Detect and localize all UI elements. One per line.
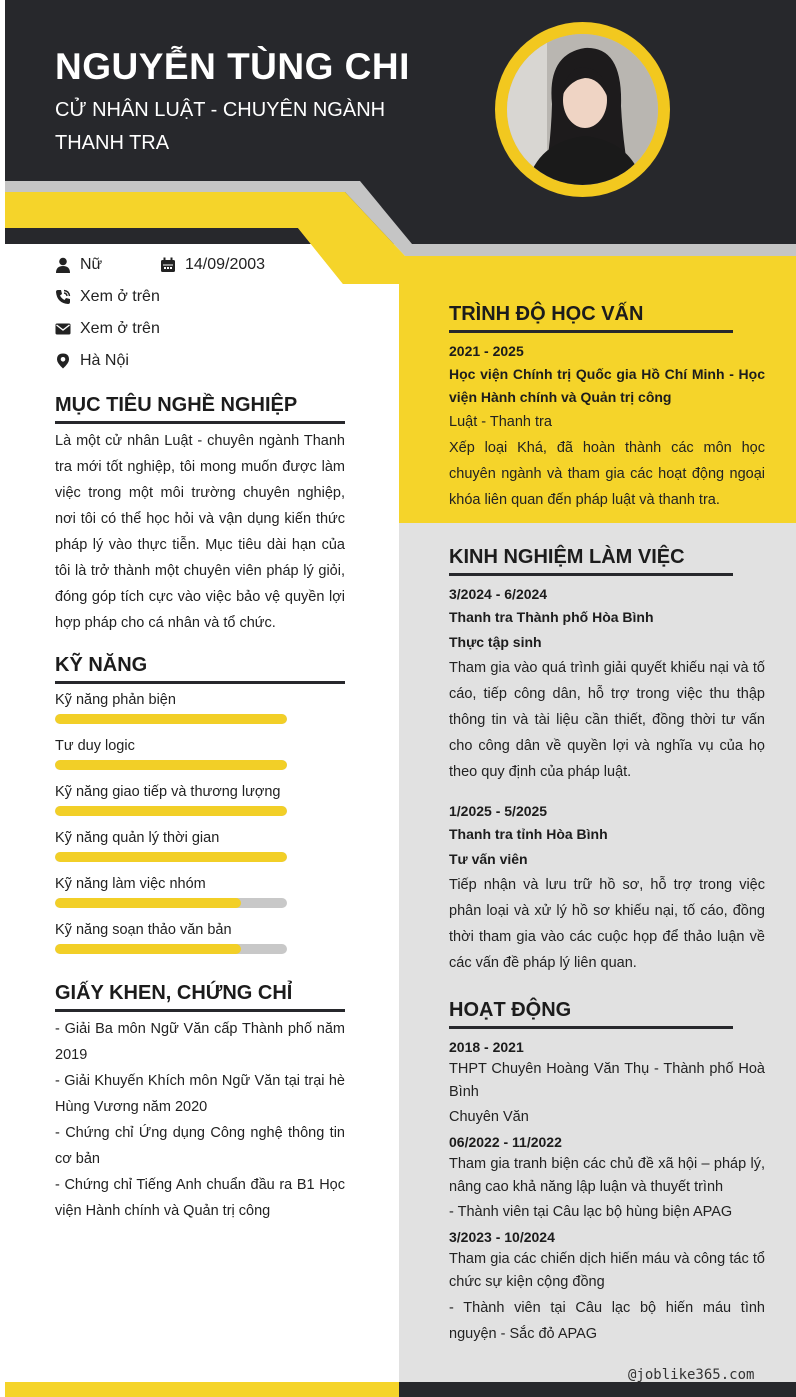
envelope-icon — [55, 321, 71, 337]
contact-birthday — [160, 256, 265, 274]
skill-label: Kỹ năng soạn thảo văn bản — [55, 922, 232, 938]
award-item: - Chứng chỉ Ứng dụng Công nghệ thông tin cơ bản — [55, 1125, 345, 1167]
skill-bar-fill — [55, 714, 287, 724]
email-value: Xem ở trên — [80, 320, 160, 337]
award-item: - Giải Ba môn Ngữ Văn cấp Thành phố năm 2019 — [55, 1021, 345, 1063]
avatar — [507, 34, 658, 185]
education-school: Học viện Chính trị Quốc gia Hồ Chí Minh - Học viện Hành chính và Quản trị công — [449, 366, 765, 405]
awards-list — [55, 1016, 345, 1224]
activity-line: - Thành viên tại Câu lạc bộ hùng biện APAG — [449, 1204, 733, 1220]
phone-icon — [55, 289, 71, 305]
activity-line: - Thành viên tại Câu lạc bộ hiến máu tình nguyện - Sắc đỏ APAG — [449, 1300, 765, 1342]
activity-line: Tham gia tranh biện các chủ đề xã hội – pháp lý, nâng cao khả năng lập luận và thuyết trình — [449, 1156, 765, 1195]
skill-label: Kỹ năng làm việc nhóm — [55, 876, 206, 892]
objective-text: Là một cử nhân Luật - chuyên ngành Thanh tra mới tốt nghiệp, tôi mong muốn được làm việc trong một môi trường chuyên nghiệp, nơi tôi có thể học hỏi và vận dụng kiến thức pháp lý vào thực tiễn. Mục tiêu dài hạn của tôi là trở thành một chuyên viên pháp lý giỏi, đóng góp tích cực vào việc bảo vệ quyền lợi hợp pháp cho cá nhân và tổ chức. — [55, 433, 345, 631]
skill-label: Tư duy logic — [55, 738, 135, 754]
skill-bar-fill — [55, 760, 287, 770]
experience-description: Tham gia vào quá trình giải quyết khiếu nại và tố cáo, tiếp công dân, hỗ trợ trong việc thu thập thông tin và tài liệu cần thiết, đồng thời tư vấn cho công dân về quyền lợi và nghĩa vụ của họ theo quy định của pháp luật. — [449, 660, 765, 780]
education-major: Luật - Thanh tra — [449, 414, 552, 430]
phone-value: Xem ở trên — [80, 288, 160, 305]
skill-bar-fill — [55, 852, 287, 862]
skill-bar — [55, 944, 287, 954]
contact-email — [55, 320, 160, 338]
skill-bar-fill — [55, 944, 241, 954]
skill-bar — [55, 714, 287, 724]
activity-date: 2018 - 2021 — [449, 1039, 524, 1055]
skill-label: Kỹ năng phản biện — [55, 692, 176, 708]
birthday-value: 14/09/2003 — [185, 256, 266, 273]
candidate-title: CỬ NHÂN LUẬT - CHUYÊN NGÀNH THANH TRA — [55, 99, 386, 154]
activity-line: Tham gia các chiến dịch hiến máu và công tác tổ chức sự kiện cộng đồng — [449, 1251, 765, 1290]
skills-heading: KỸ NĂNG — [55, 654, 345, 684]
candidate-name: NGUYỄN TÙNG CHI — [55, 46, 410, 87]
skill-label: Kỹ năng giao tiếp và thương lượng — [55, 784, 281, 800]
skill-bar-fill — [55, 898, 241, 908]
contact-phone — [55, 288, 160, 306]
footer-bar-yellow — [5, 1382, 399, 1397]
activity-line: Chuyên Văn — [449, 1109, 529, 1125]
experience-description: Tiếp nhận và lưu trữ hồ sơ, hỗ trợ trong việc phân loại và xử lý hồ sơ khiếu nại, tố cáo, đồng thời tham gia vào các cuộc họp để thảo luận về các vấn đề pháp lý liên quan. — [449, 877, 765, 971]
skill-bar — [55, 852, 287, 862]
activity-date: 3/2023 - 10/2024 — [449, 1229, 555, 1245]
footer-bar-dark — [399, 1382, 796, 1397]
award-item: - Chứng chỉ Tiếng Anh chuẩn đầu ra B1 Học viện Hành chính và Quản trị công — [55, 1177, 345, 1219]
experience-org: Thanh tra tỉnh Hòa Bình — [449, 826, 608, 842]
awards-heading: GIẤY KHEN, CHỨNG CHỈ — [55, 982, 345, 1012]
gender-value: Nữ — [80, 256, 103, 273]
objective-heading: MỤC TIÊU NGHỀ NGHIỆP — [55, 394, 345, 424]
experience-date: 3/2024 - 6/2024 — [449, 586, 548, 602]
address-value: Hà Nội — [80, 352, 129, 369]
skill-label: Kỹ năng quản lý thời gian — [55, 830, 220, 846]
experience-role: Tư vấn viên — [449, 851, 528, 867]
experience-date: 1/2025 - 5/2025 — [449, 803, 548, 819]
contact-address — [55, 352, 129, 370]
activity-line: THPT Chuyên Hoàng Văn Thụ - Thành phố Hoà Bình — [449, 1061, 765, 1100]
education-description: Xếp loại Khá, đã hoàn thành các môn học chuyên ngành và tham gia các hoạt động ngoại khóa liên quan đến pháp luật và thanh tra. — [449, 440, 765, 508]
activities-heading: HOẠT ĐỘNG — [449, 999, 733, 1029]
person-icon — [55, 257, 71, 273]
skill-bar-fill — [55, 806, 287, 816]
location-pin-icon — [55, 353, 71, 369]
calendar-icon — [160, 257, 176, 273]
contact-gender — [55, 256, 102, 274]
skill-bar — [55, 806, 287, 816]
avatar-photo-icon — [507, 34, 658, 185]
skill-bar — [55, 760, 287, 770]
activity-date: 06/2022 - 11/2022 — [449, 1134, 562, 1150]
experience-heading: KINH NGHIỆM LÀM VIỆC — [449, 546, 733, 576]
watermark: @joblike365.com — [628, 1367, 755, 1383]
experience-role: Thực tập sinh — [449, 634, 542, 650]
experience-org: Thanh tra Thành phố Hòa Bình — [449, 609, 654, 625]
education-date: 2021 - 2025 — [449, 343, 524, 359]
award-item: - Giải Khuyến Khích môn Ngữ Văn tại trại hè Hùng Vương năm 2020 — [55, 1073, 345, 1115]
education-heading: TRÌNH ĐỘ HỌC VẤN — [449, 303, 733, 333]
skill-bar — [55, 898, 287, 908]
